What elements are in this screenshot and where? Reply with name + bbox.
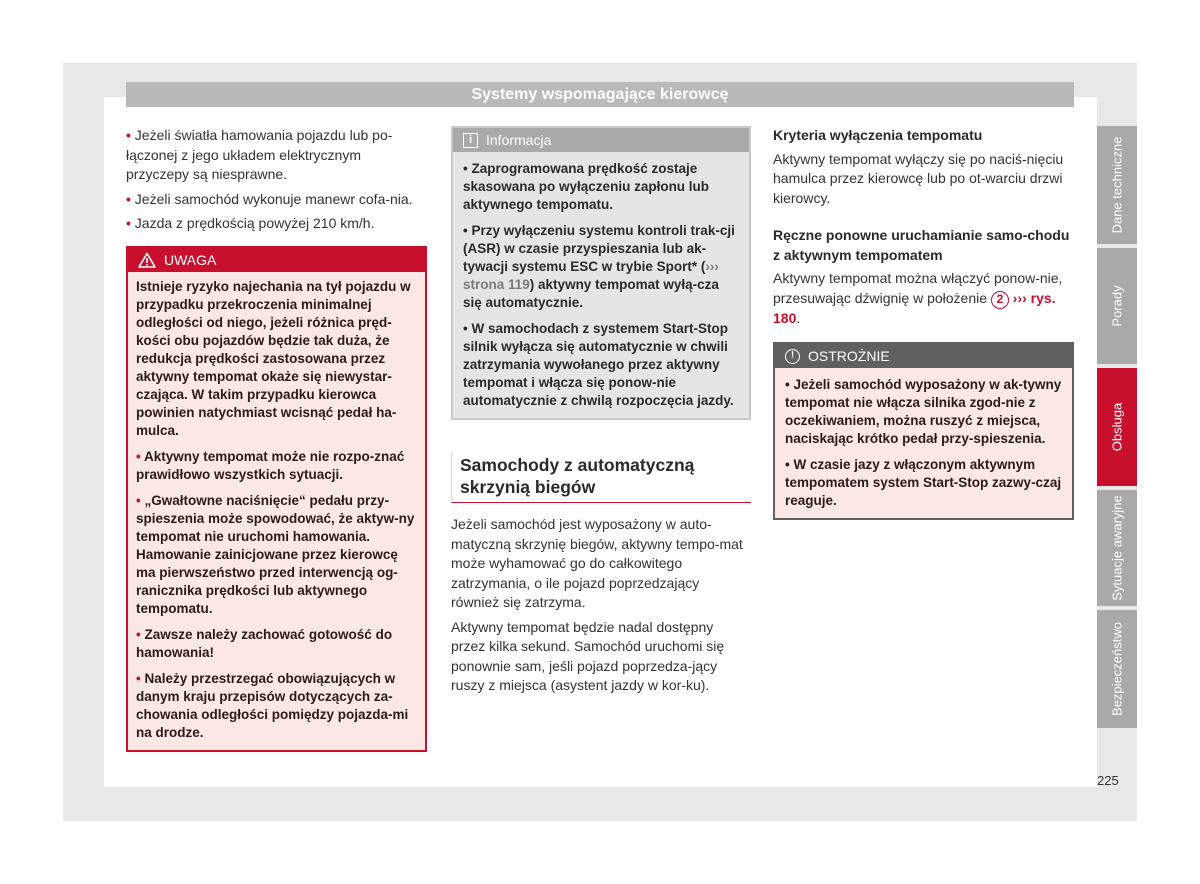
- criteria-list: [126, 126, 427, 234]
- tab-sytuacje-awaryjne[interactable]: Sytuacje awaryjne: [1097, 490, 1137, 606]
- caution-box: [773, 342, 1074, 520]
- paragraph: Aktywny tempomat będzie nadal dostępny przez kilka sekund. Samochód uruchomi się ponownie sam, jeśli pojazd poprzedza-jący ruszy z miejsca (asystent jazdy w kor-ku).: [451, 618, 725, 693]
- paragraph: Jeżeli samochód jest wyposażony w auto-matyczną skrzynię biegów, aktywny tempo-mat może wyhamować go do całkowitego zatrzymania, o ile pojazd poprzedzający również się zatrzyma.: [451, 516, 743, 610]
- bullet-icon: •: [126, 190, 131, 207]
- tab-porady[interactable]: Porady: [1097, 248, 1137, 364]
- list-item: • Zaprogramowana prędkość zostaje skasowana po wyłączeniu zapłonu lub aktywnego tempomatu.: [463, 161, 710, 212]
- warning-header: [128, 248, 425, 272]
- section-body: [451, 515, 751, 696]
- bullet-icon: •: [126, 127, 131, 143]
- column-middle: [451, 126, 751, 701]
- caution-header: [775, 344, 1072, 368]
- list-item: • Jeżeli światła hamowania pojazdu lub po-łączonej z jego układem elektrycznym przyczepy są niesprawne.: [126, 127, 393, 182]
- page-reference-link[interactable]: ››› strona 119: [463, 259, 719, 292]
- list-item: • Należy przestrzegać obowiązujących w danym kraju przepisów dotyczących za-chowania odległości pomiędzy pojazda-mi na drodze.: [136, 670, 409, 740]
- warning-body: [128, 272, 425, 750]
- paragraph: Aktywny tempomat wyłączy się po naciś-nięciu hamulca przez kierowcę lub po ot-warciu drzwi kierowcy.: [773, 150, 1064, 206]
- list-item: • W czasie jazy z włączonym aktywnym tempomatem system Start-Stop zazwy-czaj reaguje.: [785, 457, 1062, 508]
- warning-title: UWAGA: [164, 251, 217, 268]
- caution-body: [775, 368, 1072, 518]
- list-item: • Jazda z prędkością powyżej 210 km/h.: [126, 215, 375, 231]
- info-header: [453, 128, 749, 152]
- page-number: 225: [1097, 773, 1119, 788]
- info-icon: i: [463, 133, 478, 148]
- caution-title: OSTROŻNIE: [808, 348, 890, 364]
- bullet-icon: •: [136, 448, 141, 464]
- tab-obsluga[interactable]: Obsługa: [1097, 368, 1137, 486]
- warning-triangle-icon: [138, 252, 156, 268]
- paragraph-block: [773, 150, 1074, 209]
- list-item: • „Gwałtowne naciśnięcie“ pedału przy-spieszenia może spowodować, że aktyw-ny tempomat nie uruchomi hamowania. Hamowanie zainicjowane przez kierowcę ma pierwszeństwo przed interwencją og-ranicznika prędkości lub aktywnego tempomatu.: [136, 492, 415, 616]
- bullet-icon: •: [126, 215, 131, 231]
- tab-dane-techniczne[interactable]: Dane techniczne: [1097, 126, 1137, 244]
- list-item: • W samochodach z systemem Start-Stop silnik wyłącza się automatycznie w chwili zatrzymania wywołanego przez aktywny tempomat i włącza się ponow-nie automatycznie z chwilą rozpoczęcia jazdy.: [463, 321, 734, 408]
- paragraph: Aktywny tempomat można włączyć ponow-nie, przesuwając dźwignię w położenie 2 ››› rys. 180.: [773, 270, 1063, 326]
- paragraph-block: [773, 269, 1074, 328]
- caution-circle-icon: !: [785, 349, 800, 364]
- info-box: [451, 126, 751, 420]
- list-item: • Przy wyłączeniu systemu kontroli trak-cji (ASR) w czasie przyspieszania lub ak-tywacji systemu ESC w trybie Sport* (››› strona 119) aktywny tempomat wyłą-cza się automatycznie.: [463, 223, 735, 310]
- subheading: Kryteria wyłączenia tempomatu: [773, 127, 983, 143]
- warning-intro: Istnieje ryzyko najechania na tył pojazdu w przypadku przekroczenia minimalnej odległości od niego, jeżeli różnica pręd-kości obu pojazdów będzie tak duża, że redukcja prędkości zastosowana przez aktywny tempomat okaże się niewystar-czająca. W takim przypadku kierowca powinien natychmiast wcisnąć pedał ha-mulca.: [136, 278, 411, 438]
- section-title: Samochody z automatyczną skrzynią biegów: [451, 452, 751, 503]
- list-item: • Jeżeli samochód wyposażony w ak-tywny tempomat nie włącza silnika zgod-nie z oczekiwaniem, można ruszyć z miejsca, naciskając krótko pedał przy-spieszenia.: [785, 377, 1062, 446]
- bullet-icon: •: [136, 492, 141, 508]
- info-body: [453, 152, 749, 418]
- warning-box: [126, 246, 427, 752]
- list-item: • Jeżeli samochód wykonuje manewr cofa-nia.: [126, 190, 413, 207]
- tab-bezpieczenstwo[interactable]: Bezpieczeństwo: [1097, 610, 1137, 728]
- info-title: Informacja: [486, 132, 552, 148]
- page-header: Systemy wspomagające kierowcę: [126, 82, 1074, 107]
- column-right: [773, 126, 1074, 520]
- column-left: [126, 126, 427, 752]
- bullet-icon: •: [136, 626, 141, 642]
- bullet-icon: •: [136, 670, 141, 686]
- subheading: Ręczne ponowne uruchamianie samo-chodu z aktywnym tempomatem: [773, 227, 1070, 263]
- figure-reference-link[interactable]: ››› rys. 180: [773, 289, 1056, 326]
- list-item: • Aktywny tempomat może nie rozpo-znać prawidłowo wszystkich sytuacji.: [136, 448, 405, 482]
- position-number-icon: 2: [991, 291, 1009, 309]
- list-item: • Zawsze należy zachować gotowość do hamowania!: [136, 626, 393, 660]
